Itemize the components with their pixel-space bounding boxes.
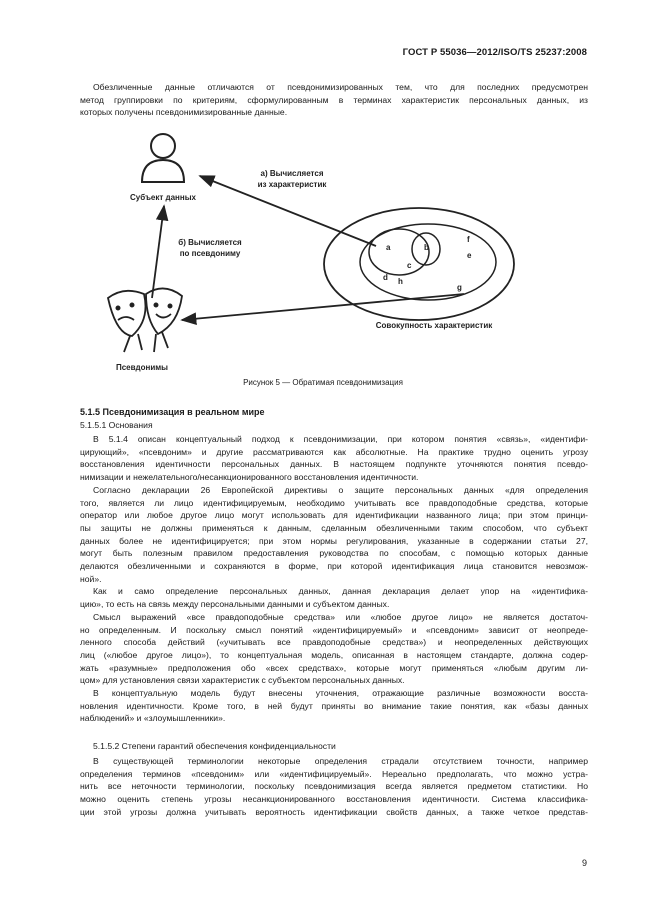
arrow-pseudonyms [182, 294, 464, 320]
text-line: ной». [80, 573, 102, 584]
arrow-b [152, 206, 164, 298]
set-letters [383, 235, 472, 292]
text-line: ленного способа действий («учитывать все правдоподобные средства») и неопределенных действующих [80, 637, 588, 648]
label-a-line2: из характеристик [257, 180, 327, 189]
subsection-title-1: 5.1.5.1 Основания [80, 420, 153, 430]
text-line: жать «разумные» предположения обо «всех средствах», которые могут применяться «любым другим ли- [80, 662, 588, 673]
text-line: ции этой угрозы должна учитывать вероятность идентификации свойств данных, а также четкое представ- [80, 806, 588, 817]
venn-circle-left [369, 229, 429, 275]
text-line: нимизации и нежелательного/несанкционированного восстановления идентичности. [80, 472, 419, 483]
text-line: могут быть полезным правилом предоставления руководства по способам, с помощью которых данные [80, 548, 588, 559]
letter-f: f [467, 235, 470, 244]
text-line: лиц («любое другое лицо»), то концептуальная модель, описанная в настоящем стандарте, должна содер- [80, 649, 588, 660]
text-line: метод группировки по критериям, сформулированным в терминах характеристик персональных данных, из [80, 94, 588, 105]
label-b-line1: б) Вычисляется [178, 238, 242, 247]
letter-h: h [398, 277, 403, 286]
text-line: цом» для установления связи характеристик с субъектом персональных данных. [80, 675, 405, 686]
letter-b: b [424, 243, 429, 252]
diagram [60, 124, 560, 374]
text-line: оператор или любое другое лицо могут использовать для идентификации названного лица; при этом принци- [80, 510, 588, 521]
text-line: но определенным. И поскольку смысл понятий «идентифицируемый» и «псевдоним» зависит от неопреде- [80, 624, 588, 635]
characteristics-label: Совокупность характеристик [375, 321, 493, 330]
masks-icon [108, 288, 182, 352]
text-line: которых получены псевдонимизированные данные. [80, 107, 288, 118]
text-line: наблюдений» и «злоумышленники». [80, 713, 226, 724]
text-line: данных более не идентифицируется; при этом нормы регулирования, указанные в содержании статьи 27, [80, 535, 588, 546]
text-line: можно оценить степень угрозы несанкционированного восстановления идентичности. Система классифика- [80, 794, 588, 805]
text-line: восстановления идентичности персональных данных. В настоящем подпункте уточняются понятия псевдо- [80, 459, 588, 470]
subject-label: Субъект данных [130, 193, 196, 202]
subsection-title-2: 5.1.5.2 Степени гарантий обеспечения конфиденциальности [93, 741, 336, 751]
figure-caption: Рисунок 5 — Обратимая псевдонимизация [243, 378, 403, 387]
page-number: 9 [581, 858, 587, 868]
text-line: цирующий», «псевдоним» и другие рассматриваются как абсолютные. На практике трудно оценить угрозу [80, 446, 588, 457]
text-line: делаются обезличенными и сохраняются в форме, при которой идентификация лица становится невозмож- [80, 561, 588, 572]
letter-e: e [467, 251, 472, 260]
label-a-line1: а) Вычисляется [260, 169, 324, 178]
section-title: 5.1.5 Псевдонимизация в реальном мире [80, 407, 265, 417]
text-line: В существующей терминологии некоторые определения страдали отсутствием точности, например [93, 756, 588, 766]
section-body [80, 433, 588, 725]
pseudonyms-label: Псевдонимы [115, 363, 169, 372]
intro-paragraph [80, 81, 588, 119]
text-line: Обезличенные данные отличаются от псевдонимизированных тем, что для последних предусмотрен [93, 82, 588, 92]
text-line: Как и само определение персональных данных, данная декларация делает упор на «идентифика- [93, 586, 588, 597]
text-line: определения терминов «псевдоним» или «идентифицируемый». Нереально предполагать, что можно устра- [80, 768, 588, 779]
label-b-line2: по псевдониму [179, 249, 241, 258]
letter-d: d [383, 273, 388, 282]
characteristics-inner-ellipse [360, 224, 496, 300]
text-line: цию», то есть на связь между персональными данными и субъектом данных. [80, 599, 390, 610]
text-line: того, является ли лицо идентифицируемым, необходимо учитывать все правдоподобные средства, которые [80, 497, 588, 508]
document-header: ГОСТ Р 55036—2012/ISO/TS 25237:2008 [402, 47, 587, 58]
person-icon [142, 134, 184, 182]
letter-c: c [407, 261, 412, 270]
text-line: пы защиты не должны применяться к данным, сделанным обезличенными таким способом, что субъект [80, 522, 588, 533]
text-line: нить все неточности терминологии, поскольку псевдонимизация всегда является предметом статистики. Но [80, 781, 588, 792]
text-line: В 5.1.4 описан концептуальный подход к псевдонимизации, при котором понятия «связь», «идентифи- [93, 434, 588, 444]
letter-g: g [457, 283, 462, 292]
figure-reversible-pseudonymization [60, 124, 560, 374]
text-line: Смысл выражений «все правдоподобные средства» или «любое другое лицо» не является достаточ- [93, 611, 588, 622]
text-line: Согласно декларации 26 Европейской директивы о защите персональных данных «для определения [93, 484, 588, 495]
letter-a: a [386, 243, 391, 252]
text-line: В концептуальную модель будут внесены уточнения, отражающие различные возможности восста- [93, 688, 588, 699]
subsection-body [80, 755, 588, 819]
text-line: новления идентичности. Кроме того, в ней будут приняты во внимание такие понятия, как «базы данных [80, 700, 588, 711]
